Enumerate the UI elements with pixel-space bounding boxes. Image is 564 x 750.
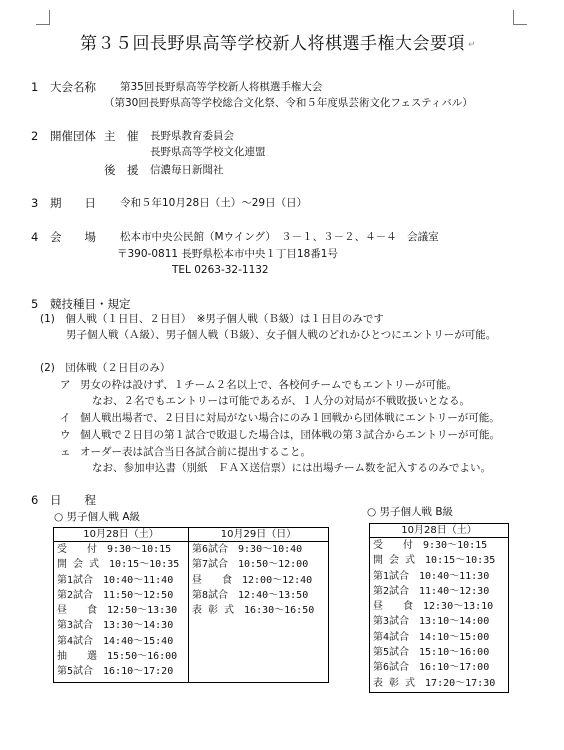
page-title: 第３５回長野県高等学校新人将棋選手権大会要項 — [80, 34, 465, 54]
sponsor-1: 信濃毎日新聞社 — [150, 164, 224, 176]
event-name: 第35回長野県高等学校新人将棋選手権大会 — [120, 81, 323, 93]
section-2-label: 開催団体 — [50, 129, 96, 143]
schedule-a-day1-row: 受 付 9:30～10:15 — [57, 544, 172, 555]
schedule-b-day1-row: 第5試合 15:10～16:00 — [373, 647, 490, 659]
rule-i-mark: イ — [60, 412, 71, 424]
schedule-b-day1-row: 第4試合 14:10～15:00 — [373, 631, 490, 643]
rule-e-mark: ェ — [60, 446, 71, 458]
schedule-b-day1-row: 第3試合 13:10～14:00 — [373, 616, 490, 628]
schedule-a-day2-row: 第6試合 9:30～10:40 — [192, 544, 303, 555]
section-3-label: 期 日 — [50, 196, 96, 210]
schedule-b-day1-cell — [370, 538, 509, 693]
rule-a-mark: ア — [60, 379, 71, 391]
schedule-b-day1-row: 開 会 式 10:15～10:35 — [373, 555, 496, 567]
schedule-b-table — [369, 523, 509, 693]
schedule-a-day2-cell — [189, 542, 329, 683]
section-5-label: 競技種目・規定 — [50, 297, 131, 311]
schedule-a-day1-row: 第4試合 14:40～15:40 — [57, 635, 174, 647]
schedule-b-day1-row: 受 付 9:30～10:15 — [373, 540, 488, 551]
organizer-2: 長野県高等学校文化連盟 — [150, 146, 266, 158]
organizer-role: 主 催 — [104, 129, 139, 143]
paragraph-mark: ↵ — [468, 40, 476, 50]
section-4-number: 4 — [31, 230, 39, 244]
schedule-b-day1-row: 第6試合 16:10～17:00 — [373, 662, 490, 674]
crop-mark-top-right — [513, 10, 527, 25]
schedule-a-table — [53, 527, 329, 683]
rule-team-heading: (2) 団体戦（２日目のみ） — [40, 362, 171, 374]
schedule-a-day1-row: 第2試合 11:50～12:50 — [57, 589, 174, 601]
rule-e-line2: なお、参加申込書（別紙 ＦＡＸ送信票）には出場チーム数を記入するのみでよい。 — [92, 462, 491, 474]
rule-u-mark: ウ — [60, 429, 71, 441]
rule-u-line1: 個人戦で２日目の第１試合で敗退した場合は，団体戦の第３試合からエントリーが可能。 — [80, 429, 500, 441]
section-2-number: 2 — [31, 129, 39, 143]
rule-a-line1: 男女の枠は設けず、１チーム２名以上で、各校何チームでもエントリーが可能。 — [80, 379, 457, 391]
schedule-a-day2-header: 10月29日（日） — [189, 528, 329, 542]
rule-e-line1: オーダー表は試合当日各試合前に提出すること。 — [80, 446, 311, 458]
schedule-b-title: ○ 男子個人戦 B級 — [367, 506, 454, 518]
schedule-a-day1-cell — [54, 542, 189, 683]
rule-i-line1: 個人戦出場者で、２日目に対局がない場合にのみ１回戦から団体戦にエントリーが可能。 — [80, 412, 500, 424]
schedule-a-day1-row: 抽 選 15:50～16:00 — [57, 651, 178, 663]
schedule-b-day1-row: 昼 食 12:30～13:10 — [373, 601, 494, 613]
schedule-a-day2-row: 第8試合 12:40～13:50 — [192, 589, 309, 601]
sponsor-role: 後 援 — [104, 163, 139, 177]
crop-mark-top-left — [36, 10, 50, 25]
schedule-a-day1-row: 第1試合 10:40～11:40 — [57, 574, 174, 586]
schedule-b-day1-row: 第2試合 11:40～12:30 — [373, 585, 490, 597]
venue-tel: TEL 0263-32-1132 — [172, 264, 269, 276]
section-6-number: 6 — [31, 493, 39, 507]
event-subtitle: （第30回長野県高等学校総合文化祭、令和５年度県芸術文化フェスティバル） — [104, 97, 473, 109]
section-1-label: 大会名称 — [50, 80, 96, 94]
section-1-number: 1 — [31, 80, 39, 94]
organizer-1: 長野県教育委員会 — [150, 130, 234, 142]
schedule-a-day1-row: 第3試合 13:30～14:30 — [57, 620, 174, 632]
schedule-b-day1-row: 第1試合 10:40～11:30 — [373, 570, 490, 582]
schedule-a-day2-row: 第7試合 10:50～12:00 — [192, 559, 309, 571]
section-4-label: 会 場 — [50, 230, 96, 244]
rule-individual-text: 男子個人戦（Ａ級）、男子個人戦（Ｂ級）、女子個人戦のどれかひとつにエントリーが可能。 — [66, 329, 497, 341]
venue: 松本市中央公民館（Mウイング） ３－１、３－２、４－４ 会議室 — [120, 231, 439, 243]
schedule-a-day1-row: 第5試合 16:10～17:20 — [57, 666, 174, 678]
schedule-a-title: ○ 男子個人戦 A級 — [54, 511, 141, 523]
schedule-a-day2-row: 昼 食 12:00～12:40 — [192, 574, 313, 586]
schedule-a-day1-header: 10月28日（土） — [54, 528, 189, 542]
section-6-label: 日 程 — [50, 493, 96, 507]
schedule-a-day1-row: 昼 食 12:50～13:30 — [57, 605, 178, 617]
schedule-a-day1-row: 開 会 式 10:15～10:35 — [57, 559, 180, 571]
event-date: 令和５年10月28日（土）～29日（日） — [120, 197, 308, 209]
schedule-b-day1-header: 10月28日（土） — [370, 524, 509, 538]
section-5-number: 5 — [31, 297, 39, 311]
section-3-number: 3 — [31, 196, 39, 210]
schedule-a-day2-row: 表 彰 式 16:30～16:50 — [192, 605, 315, 617]
rule-individual-heading: (1) 個人戦（１日目、２日目） ※男子個人戦（Ｂ級）は１日目のみです — [40, 313, 384, 325]
schedule-b-day1-row: 表 彰 式 17:20～17:30 — [373, 677, 496, 689]
venue-address: 〒390-0811 長野県松本市中央１丁目18番1号 — [117, 248, 338, 260]
rule-a-line2: なお、２名でもエントリーは可能であるが、１人分の対局が不戦敗扱いとなる。 — [92, 395, 470, 407]
